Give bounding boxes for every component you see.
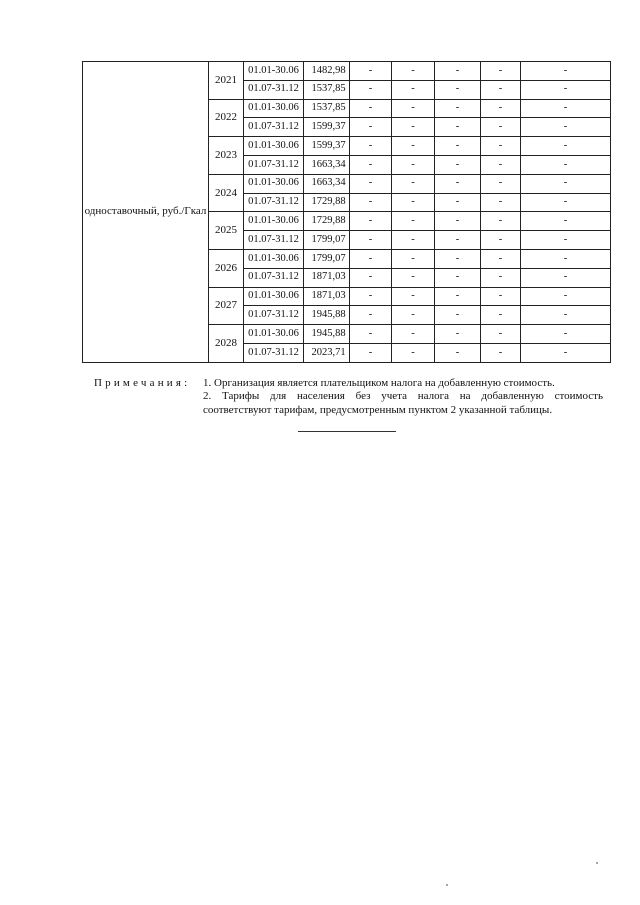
note-2-line-1: 2. Тарифы для населения без учета налога на добавленную стоимость xyxy=(203,390,603,402)
note-1: 1. Организация является плательщиком налога на добавленную стоимость. xyxy=(203,377,555,389)
price-cell: 1729,88 xyxy=(304,212,350,231)
empty-value-cell: - xyxy=(521,231,611,250)
period-cell: 01.07-31.12 xyxy=(244,306,304,325)
empty-value-cell: - xyxy=(350,268,392,287)
empty-value-cell: - xyxy=(521,325,611,344)
empty-value-cell: - xyxy=(350,193,392,212)
empty-value-cell: - xyxy=(392,118,435,137)
empty-value-cell: - xyxy=(392,325,435,344)
price-cell: 2023,71 xyxy=(304,343,350,362)
price-cell: 1599,37 xyxy=(304,118,350,137)
period-cell: 01.07-31.12 xyxy=(244,231,304,250)
empty-value-cell: - xyxy=(521,62,611,81)
separator-line xyxy=(298,431,396,432)
empty-value-cell: - xyxy=(392,137,435,156)
empty-value-cell: - xyxy=(392,62,435,81)
period-cell: 01.01-30.06 xyxy=(244,137,304,156)
price-cell: 1663,34 xyxy=(304,155,350,174)
empty-value-cell: - xyxy=(435,80,481,99)
price-cell: 1729,88 xyxy=(304,193,350,212)
empty-value-cell: - xyxy=(392,174,435,193)
note-2-line-2: соответствуют тарифам, предусмотренным пунктом 2 указанной таблицы. xyxy=(203,403,553,416)
empty-value-cell: - xyxy=(521,306,611,325)
period-cell: 01.01-30.06 xyxy=(244,174,304,193)
year-cell: 2021 xyxy=(209,62,244,100)
empty-value-cell: - xyxy=(435,343,481,362)
empty-value-cell: - xyxy=(435,325,481,344)
note-2 xyxy=(203,390,603,417)
empty-value-cell: - xyxy=(435,212,481,231)
empty-value-cell: - xyxy=(350,325,392,344)
price-cell: 1537,85 xyxy=(304,80,350,99)
empty-value-cell: - xyxy=(435,193,481,212)
empty-value-cell: - xyxy=(481,212,521,231)
year-cell: 2024 xyxy=(209,174,244,212)
empty-value-cell: - xyxy=(481,287,521,306)
empty-value-cell: - xyxy=(481,268,521,287)
empty-value-cell: - xyxy=(350,174,392,193)
period-cell: 01.01-30.06 xyxy=(244,325,304,344)
empty-value-cell: - xyxy=(435,99,481,118)
period-cell: 01.01-30.06 xyxy=(244,287,304,306)
empty-value-cell: - xyxy=(435,174,481,193)
period-cell: 01.01-30.06 xyxy=(244,62,304,81)
empty-value-cell: - xyxy=(521,99,611,118)
empty-value-cell: - xyxy=(481,137,521,156)
empty-value-cell: - xyxy=(521,80,611,99)
price-cell: 1799,07 xyxy=(304,231,350,250)
period-cell: 01.07-31.12 xyxy=(244,268,304,287)
empty-value-cell: - xyxy=(481,306,521,325)
empty-value-cell: - xyxy=(521,287,611,306)
period-cell: 01.07-31.12 xyxy=(244,343,304,362)
year-cell: 2027 xyxy=(209,287,244,325)
price-cell: 1871,03 xyxy=(304,287,350,306)
price-cell: 1599,37 xyxy=(304,137,350,156)
empty-value-cell: - xyxy=(350,137,392,156)
price-cell: 1482,98 xyxy=(304,62,350,81)
empty-value-cell: - xyxy=(521,118,611,137)
tariff-category: одноставочный, руб./Гкал xyxy=(83,62,209,363)
empty-value-cell: - xyxy=(392,249,435,268)
empty-value-cell: - xyxy=(435,231,481,250)
empty-value-cell: - xyxy=(350,62,392,81)
empty-value-cell: - xyxy=(481,249,521,268)
empty-value-cell: - xyxy=(521,193,611,212)
empty-value-cell: - xyxy=(435,268,481,287)
empty-value-cell: - xyxy=(350,343,392,362)
empty-value-cell: - xyxy=(481,325,521,344)
price-cell: 1537,85 xyxy=(304,99,350,118)
year-cell: 2022 xyxy=(209,99,244,137)
empty-value-cell: - xyxy=(521,155,611,174)
period-cell: 01.07-31.12 xyxy=(244,193,304,212)
empty-value-cell: - xyxy=(521,212,611,231)
empty-value-cell: - xyxy=(481,99,521,118)
empty-value-cell: - xyxy=(435,287,481,306)
empty-value-cell: - xyxy=(350,306,392,325)
period-cell: 01.01-30.06 xyxy=(244,212,304,231)
scan-speck xyxy=(596,862,598,864)
empty-value-cell: - xyxy=(392,193,435,212)
price-cell: 1663,34 xyxy=(304,174,350,193)
empty-value-cell: - xyxy=(521,249,611,268)
empty-value-cell: - xyxy=(350,287,392,306)
price-cell: 1871,03 xyxy=(304,268,350,287)
empty-value-cell: - xyxy=(392,80,435,99)
empty-value-cell: - xyxy=(435,249,481,268)
period-cell: 01.07-31.12 xyxy=(244,80,304,99)
empty-value-cell: - xyxy=(435,137,481,156)
empty-value-cell: - xyxy=(435,306,481,325)
empty-value-cell: - xyxy=(481,193,521,212)
empty-value-cell: - xyxy=(350,80,392,99)
empty-value-cell: - xyxy=(521,343,611,362)
scan-speck xyxy=(446,884,448,886)
notes-label: Примечания: xyxy=(94,377,191,389)
empty-value-cell: - xyxy=(481,62,521,81)
year-cell: 2023 xyxy=(209,137,244,175)
period-cell: 01.07-31.12 xyxy=(244,155,304,174)
empty-value-cell: - xyxy=(481,80,521,99)
empty-value-cell: - xyxy=(350,118,392,137)
empty-value-cell: - xyxy=(481,155,521,174)
empty-value-cell: - xyxy=(350,231,392,250)
empty-value-cell: - xyxy=(392,212,435,231)
year-cell: 2026 xyxy=(209,249,244,287)
empty-value-cell: - xyxy=(435,62,481,81)
empty-value-cell: - xyxy=(350,155,392,174)
empty-value-cell: - xyxy=(392,155,435,174)
empty-value-cell: - xyxy=(350,99,392,118)
year-cell: 2028 xyxy=(209,325,244,363)
empty-value-cell: - xyxy=(435,118,481,137)
price-cell: 1799,07 xyxy=(304,249,350,268)
empty-value-cell: - xyxy=(392,99,435,118)
price-cell: 1945,88 xyxy=(304,325,350,344)
period-cell: 01.01-30.06 xyxy=(244,99,304,118)
empty-value-cell: - xyxy=(392,287,435,306)
empty-value-cell: - xyxy=(481,118,521,137)
empty-value-cell: - xyxy=(392,343,435,362)
empty-value-cell: - xyxy=(435,155,481,174)
empty-value-cell: - xyxy=(392,306,435,325)
empty-value-cell: - xyxy=(521,174,611,193)
empty-value-cell: - xyxy=(350,212,392,231)
tariff-table xyxy=(82,61,611,363)
period-cell: 01.01-30.06 xyxy=(244,249,304,268)
period-cell: 01.07-31.12 xyxy=(244,118,304,137)
empty-value-cell: - xyxy=(481,174,521,193)
year-cell: 2025 xyxy=(209,212,244,250)
price-cell: 1945,88 xyxy=(304,306,350,325)
empty-value-cell: - xyxy=(392,231,435,250)
empty-value-cell: - xyxy=(481,343,521,362)
empty-value-cell: - xyxy=(481,231,521,250)
empty-value-cell: - xyxy=(392,268,435,287)
empty-value-cell: - xyxy=(521,137,611,156)
table-row xyxy=(83,62,611,81)
empty-value-cell: - xyxy=(350,249,392,268)
empty-value-cell: - xyxy=(521,268,611,287)
